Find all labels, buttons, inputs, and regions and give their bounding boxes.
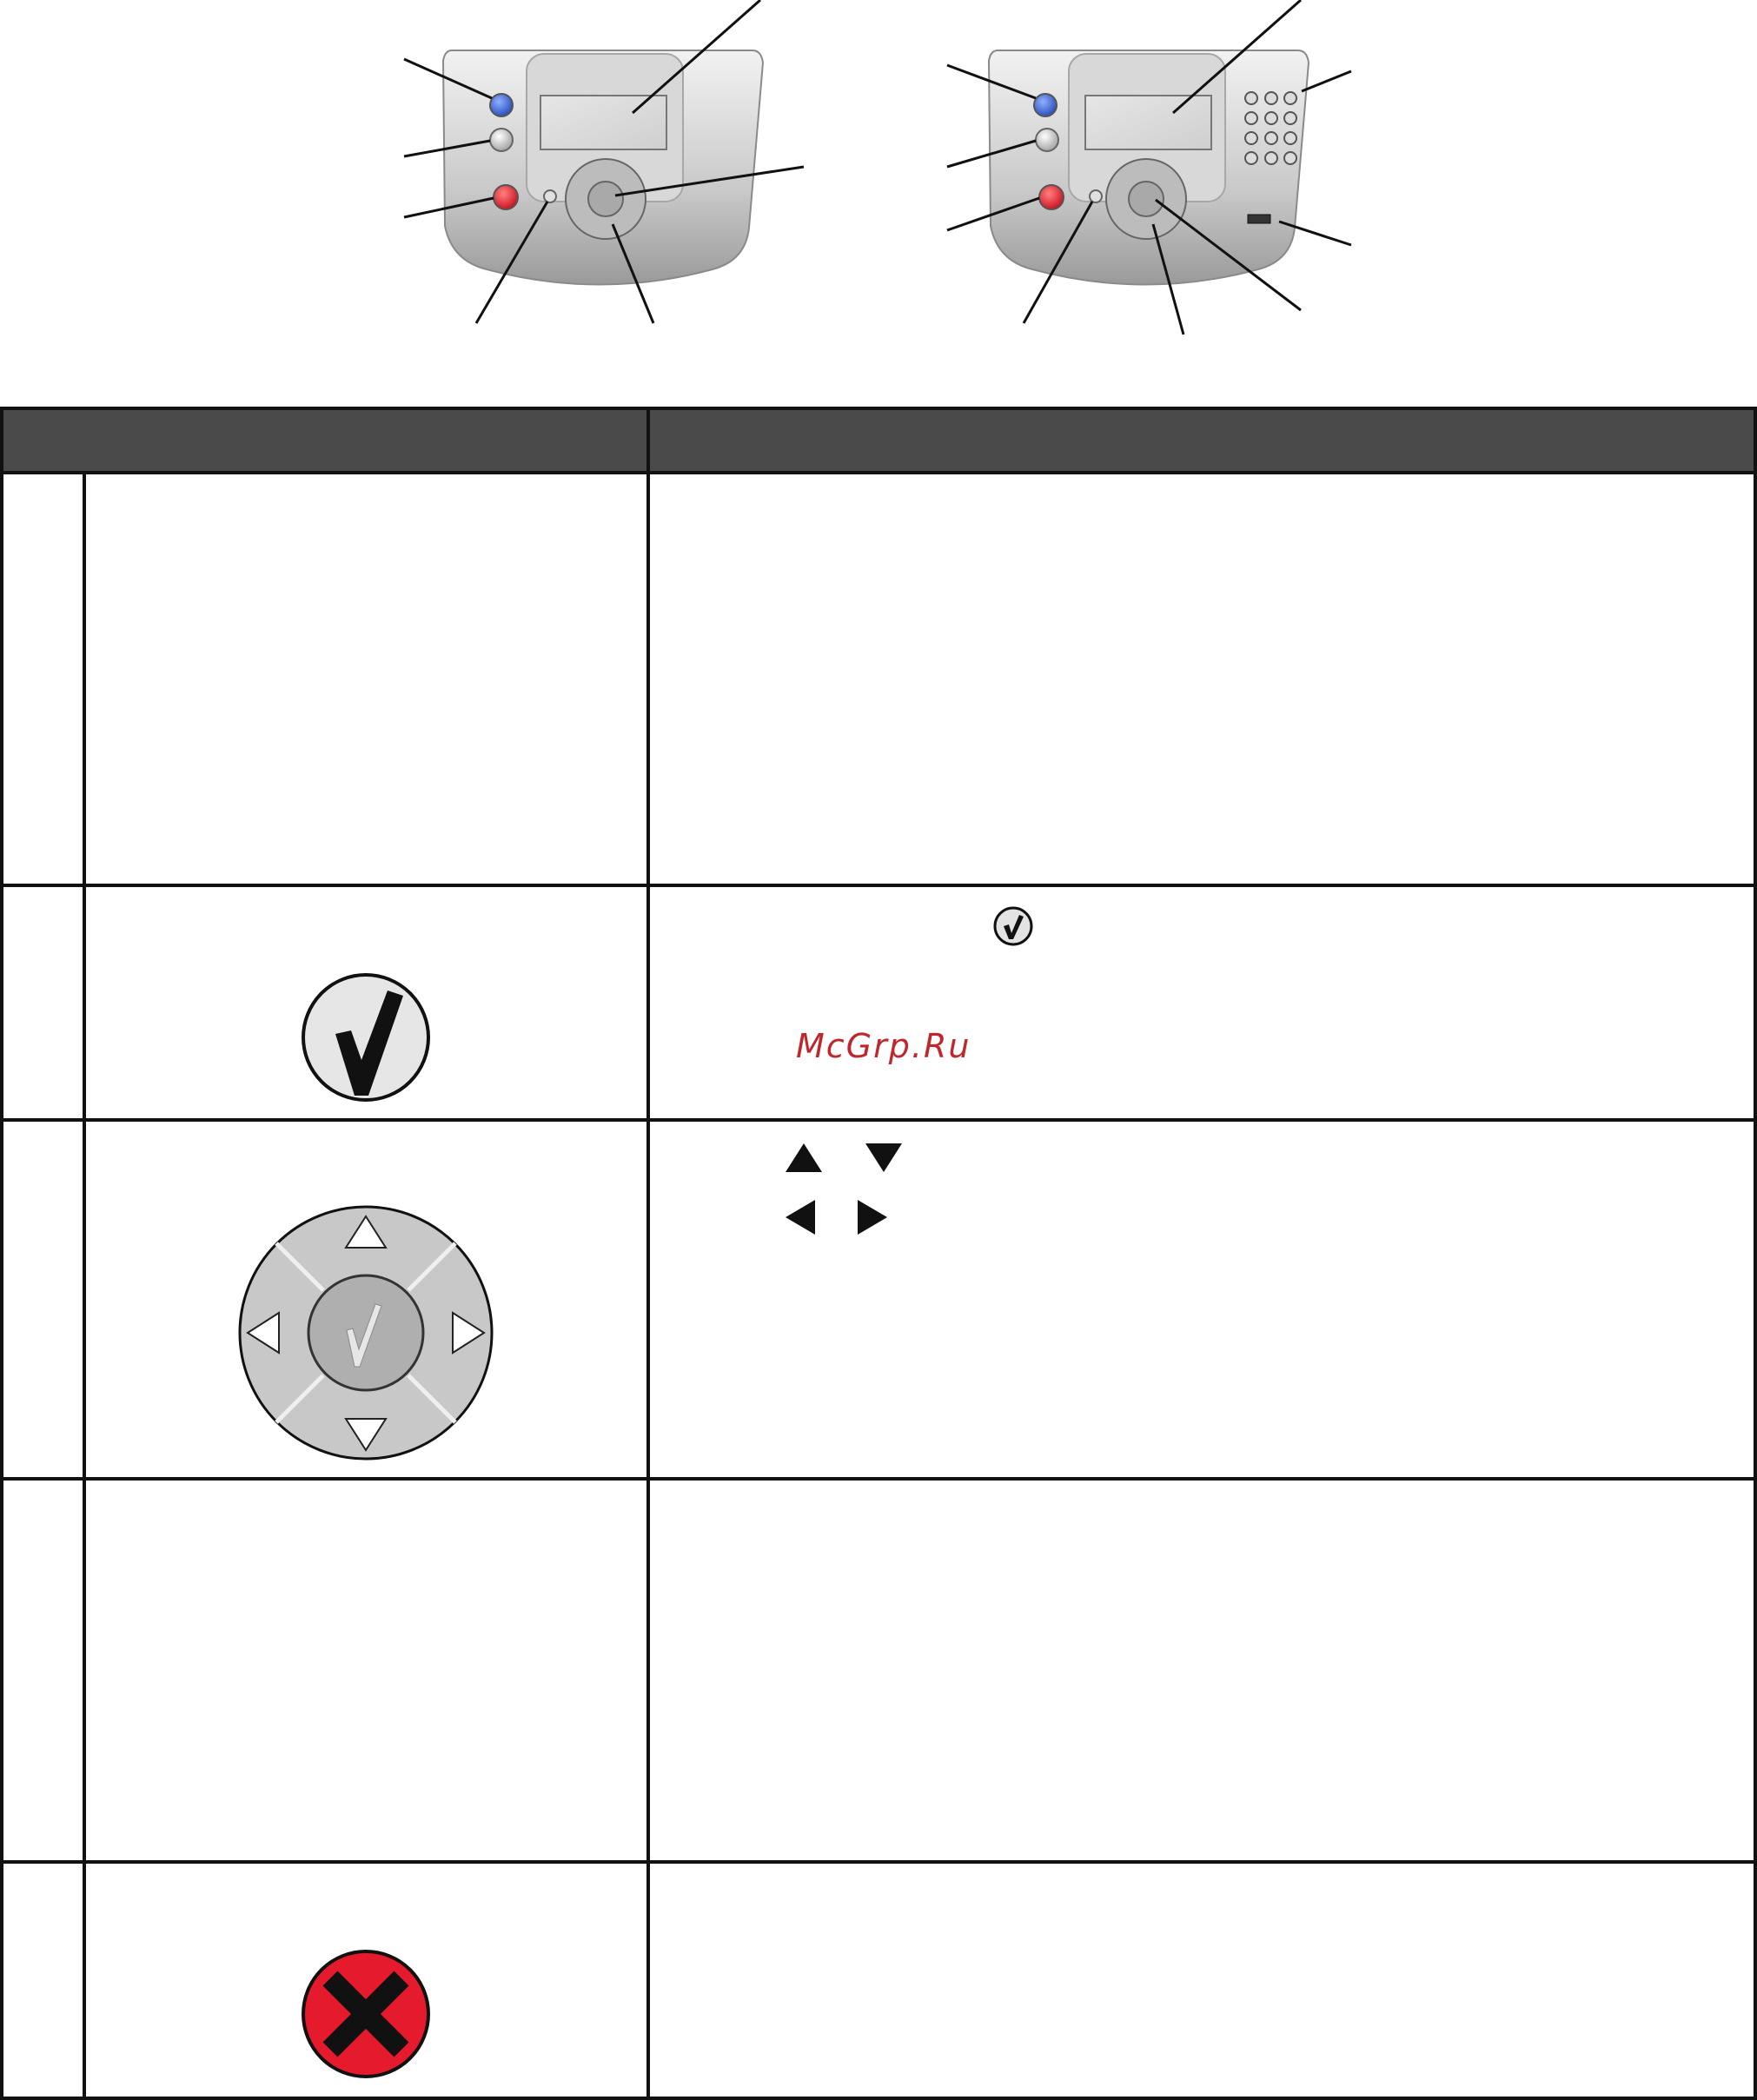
usb-port-icon [1248, 215, 1270, 223]
down-arrow-icon [865, 1143, 902, 1172]
table-row [303, 908, 1031, 1100]
control-panel-right [947, 0, 1351, 335]
table-row [240, 1143, 902, 1459]
stop-button-icon [303, 1951, 428, 2077]
indicator-light [544, 190, 556, 202]
watermark: McGrp.Ru [796, 1027, 971, 1065]
stop-button-icon [494, 185, 518, 209]
up-arrow-icon [786, 1143, 822, 1172]
display-screen [540, 96, 666, 149]
control-panel-left [404, 0, 804, 323]
back-button-icon-right [1036, 129, 1058, 151]
back-button-icon [490, 129, 513, 151]
menu-button-icon [490, 94, 513, 116]
stop-button-icon-right [1039, 185, 1064, 209]
control-panel-illustrations [0, 0, 1757, 365]
navigation-pad-icon [240, 1207, 492, 1459]
control-panel-table [0, 407, 1757, 2100]
select-icon [995, 908, 1031, 944]
table-row [303, 1951, 428, 2077]
display-screen-right [1085, 96, 1211, 149]
indicator-light-right [1090, 190, 1102, 202]
left-arrow-icon [786, 1200, 815, 1235]
select-button-icon [303, 975, 428, 1100]
table-header [2, 408, 1755, 473]
menu-button-icon-right [1034, 94, 1057, 116]
right-arrow-icon [858, 1200, 887, 1235]
